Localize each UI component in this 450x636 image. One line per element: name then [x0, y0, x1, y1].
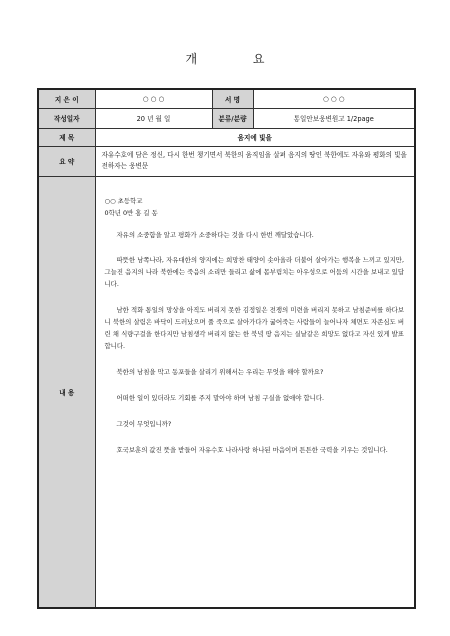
student-name: 0학년 0반 홍 길 동 [104, 208, 158, 217]
content-cell [95, 176, 415, 608]
signature-label: 서 명 [212, 89, 253, 108]
paragraph: 자유의 소중함을 알고 평화가 소중하다는 것을 다시 한번 깨달았습니다. [116, 230, 314, 239]
content-label: 내 용 [38, 176, 95, 608]
paragraph: 어떠한 일이 있더라도 기회를 주지 말아야 하며 남침 구실을 없애야 합니다. [116, 393, 325, 402]
date-value: 20 년 월 일 [95, 108, 212, 128]
speech-content [105, 195, 405, 456]
category-value: 통일안보웅변원고 1/2page [253, 108, 415, 128]
paragraph: 그것이 무엇입니까? [116, 419, 172, 428]
subject-label: 제 목 [38, 128, 95, 146]
author-value: ○ ○ ○ [95, 89, 212, 108]
overview-form-table [37, 88, 416, 609]
document-title: 개 요 [185, 52, 291, 66]
school-name: ○○ 초등학교 [104, 196, 143, 205]
date-label: 작성일자 [38, 108, 95, 128]
author-label: 지 은 이 [38, 89, 95, 108]
paragraph: 남한 적화 통일의 망상을 아직도 버리지 못한 김정일은 전쟁의 미련을 버리지 못하고 남침준비를 하다보니 북한의 살림은 바닥이 드러났으며 풀 죽으로 살아가다가 굶어죽는 사람들이 늘어나자 체면도 자존심도 버린 채 식량구걸을 한다지만 남침생각 버리지 않는 한 북녘 땅 음지는 실낱같은 희망도 없다고 자신 있게 발표합니다. [104, 305, 404, 350]
summary-value: 자유수호에 담은 정신, 다시 한번 챙기면서 북한의 움직임을 살펴 음지의 땅인 북한에도 자유와 평화의 빛을 전하자는 웅변문 [95, 146, 415, 176]
signature-value: ○ ○ ○ [253, 89, 415, 108]
subject-value: 움지에 빛을 [95, 128, 415, 146]
paragraph: 북한의 남침을 막고 동포들을 살리기 위해서는 우리는 무엇을 해야 할까요? [116, 367, 324, 376]
category-label: 분류/분량 [212, 108, 253, 128]
paragraph: 호국보훈의 값진 뜻을 받들어 자유수호 나라사랑 하나된 마음이며 튼튼한 국력을 키우는 것입니다. [116, 445, 388, 454]
summary-label: 요 약 [38, 146, 95, 176]
paragraph: 따뜻한 남쪽나라, 자유대한의 양지에는 희망찬 태양이 솟아올라 더불어 살아가는 행복을 느끼고 있지만, 그늘진 음지의 나라 북한에는 죽음의 소리만 들리고 삶에 몸부림치는 아우성으로 어둠의 시간을 보내고 있답니다. [104, 255, 404, 288]
